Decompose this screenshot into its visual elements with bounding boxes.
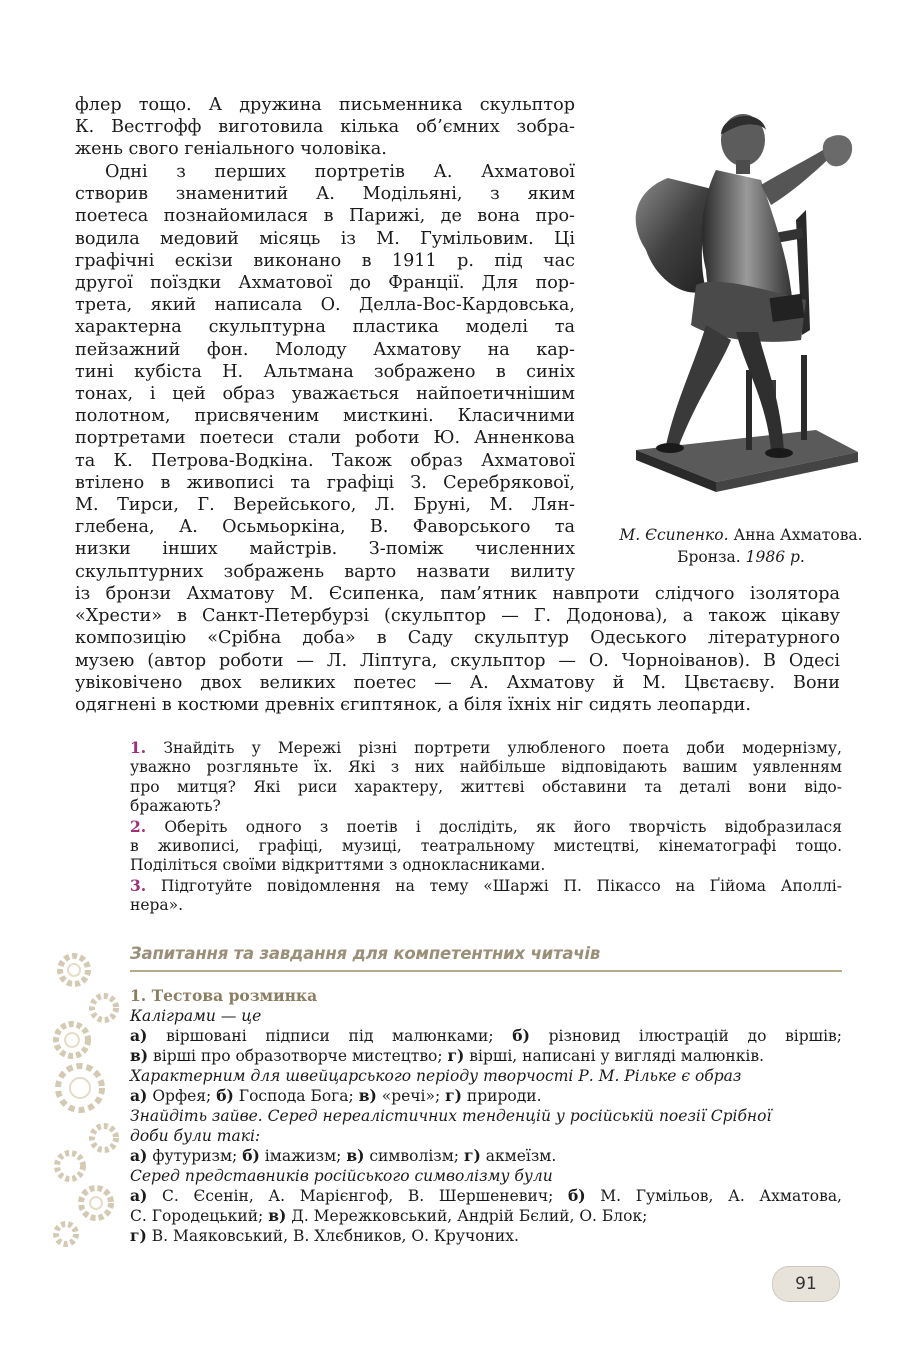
text-line: «Хрести» в Санкт-Петербурзі (скульптор — Г. Додонова), а також цікаву [75,606,840,627]
text-line: водила медовий місяць із М. Гумільовим. Ці [75,228,575,249]
caption-material: Бронза. [677,548,746,566]
section-divider [130,970,842,972]
caption-year: 1986 р. [745,548,805,566]
text-line: увіковічено двох великих поетес — А. Ахматову й М. Цвєтаєву. Вони [75,672,840,693]
task-text: уважно розгляньте їх. Які з них найбільше відповідають вашим уявленням [130,758,842,777]
option-label: в) [130,1046,149,1065]
text-line: одягнені в костюми древніх єгиптянок, а біля їхніх ніг сидять леопарди. [75,695,751,716]
main-paragraph [75,161,575,583]
text-line: низки інших майстрів. З-поміж численних [75,539,575,560]
question-prompt: Знайдіть зайве. Серед нереалістичних тенденцій у російській поезії Срібної [130,1107,772,1125]
text-line: жень свого геніального чоловіка. [75,139,387,160]
task-text: про митця? Які риси характеру, життєві обставини та деталі вони відо- [130,777,842,796]
option-label: г) [447,1046,465,1065]
option-text: «речі»; [376,1087,446,1105]
text-line: Одні з перших портретів А. Ахматової [105,162,575,182]
task-1 [130,738,842,758]
option-label: б) [567,1186,586,1205]
task-number: 2. [130,816,147,836]
option-text: футуризм; [147,1147,243,1165]
text-line: поетеса познайомилася в Парижі, де вона про- [75,206,575,227]
option-label: а) [130,1146,148,1165]
quiz-block [130,986,842,1246]
text-line: полотном, присвяченим мисткині. Класичними [75,406,575,427]
task-number: 1. [130,738,147,757]
caption-author: М. Єсипенко. [619,526,729,544]
question-options [130,1226,842,1246]
question-options [130,1026,842,1046]
task-2 [130,817,842,837]
text-line: композицію «Срібна доба» в Саду скульптур Одеського літературного [75,628,840,649]
text-line: графічні ескізи виконано в 1911 р. під час [75,250,575,271]
text-line: характерна скульптурна пластика моделі та [75,317,575,338]
option-label: а) [130,1186,148,1205]
option-text: різновид ілюстрацій до віршів; [529,1027,842,1045]
option-text: віршовані підписи під малюнками; [147,1027,513,1045]
option-text: С. Єсенін, А. Марієнгоф, В. Шершеневич; [147,1187,568,1205]
text-line: портретами поетеси стали роботи Ю. Анненкова [75,428,575,449]
text-line: музею (автор роботи — Л. Ліптуга, скульптор — О. Чорноіванов). В Одесі [75,650,840,671]
text-line: тонах, і цей образ уважається найпоетичнішим [75,384,575,405]
task-3 [130,876,842,896]
sculpture-photo [596,100,868,500]
task-text: нера». [130,896,184,915]
text-line: скульптурних зображень варто назвати вилиту [75,561,575,582]
question-options [130,1146,842,1166]
option-text: вірші, написані у вигляді малюнків. [464,1047,765,1065]
option-text: вірші про образотворче мистецтво; [148,1047,448,1065]
text-line: та К. Петрова-Водкіна. Також образ Ахматової [75,450,575,471]
question-options [130,1186,842,1206]
text-line: трета, який написала О. Делла-Вос-Кардовська, [75,295,575,316]
text-line: втілено в живописі та графіці З. Серебрякової, [75,472,575,493]
question-options [130,1086,842,1106]
main-paragraph-continued [75,583,840,716]
caption-title: Анна Ахматова. [728,526,863,544]
option-label: б) [216,1086,234,1105]
text-line: пейзажний фон. Молоду Ахматову на кар- [75,339,575,360]
question-prompt: Серед представників російського символізму були [130,1167,553,1185]
figure-caption [596,524,886,568]
question-options [130,1046,842,1066]
option-text: В. Маяковський, В. Хлєбников, О. Кручоних. [146,1227,519,1245]
option-text: Орфея; [147,1087,217,1105]
option-text: природи. [461,1087,542,1105]
option-label: г) [463,1146,481,1165]
text-line: глебена, А. Осьмьоркіна, В. Фаворського та [75,517,575,538]
option-label: а) [130,1026,148,1045]
option-text: акмеїзм. [480,1147,557,1165]
option-label: в) [346,1146,365,1165]
option-label: б) [242,1146,260,1165]
option-label: г) [445,1086,462,1105]
task-list [130,738,842,916]
task-text: Оберіть одного з поетів і дослідіть, як його творчість відобразилася [164,817,842,836]
text-line: другої поїздки Ахматової до Франції. Для пор- [75,273,575,294]
option-text: Д. Мережковський, Андрій Бєлий, О. Блок; [286,1207,648,1225]
question-prompt: Характерним для швейцарського періоду творчості Р. М. Рільке є образ [130,1067,742,1085]
gears-decoration [52,948,122,1248]
option-text: Господа Бога; [233,1087,359,1105]
text-line: тині кубіста Н. Альтмана зображено в синіх [75,361,575,382]
option-text: М. Гумільов, А. Ахматова, [585,1187,842,1205]
option-label: г) [130,1226,147,1245]
task-text: бражають? [130,797,221,816]
section-title: Запитання та завдання для компетентних читачів [130,944,601,963]
text-line: флер тощо. А дружина письменника скульптор [75,95,575,115]
quiz-heading: 1. Тестова розминка [130,986,318,1005]
question-options [130,1206,842,1226]
text-line: М. Тирси, Г. Верейського, Л. Бруні, М. Лян- [75,495,575,516]
text-line: із бронзи Ахматову М. Єсипенка, пам’ятник навпроти слідчого ізолятора [75,584,840,604]
option-label: а) [130,1086,148,1105]
task-text: в живописі, графіці, музиці, театральному мистецтві, кінематографі тощо. [130,837,842,856]
text-line: створив знаменитий А. Модільяні, з яким [75,184,575,205]
option-label: б) [512,1026,530,1045]
option-text: імажизм; [259,1147,347,1165]
task-text: Знайдіть у Мережі різні портрети улюбленого поета доби модернізму, [163,739,842,757]
option-text: С. Городецький; [130,1207,269,1225]
task-text: Підготуйте повідомлення на тему «Шаржі П. Пікассо на Ґійома Аполлі- [160,876,842,895]
page-number: 91 [772,1266,840,1302]
option-label: в) [268,1206,287,1225]
question-prompt: доби були такі: [130,1127,261,1145]
top-paragraph [75,94,575,161]
task-number: 3. [130,875,147,895]
option-text: символізм; [364,1147,464,1165]
option-label: в) [358,1086,377,1105]
question-prompt: Каліграми — це [130,1007,262,1025]
text-line: К. Вестгофф виготовила кілька об’ємних зобра- [75,117,575,138]
task-text: Поділіться своїми відкриттями з однокласниками. [130,856,546,875]
